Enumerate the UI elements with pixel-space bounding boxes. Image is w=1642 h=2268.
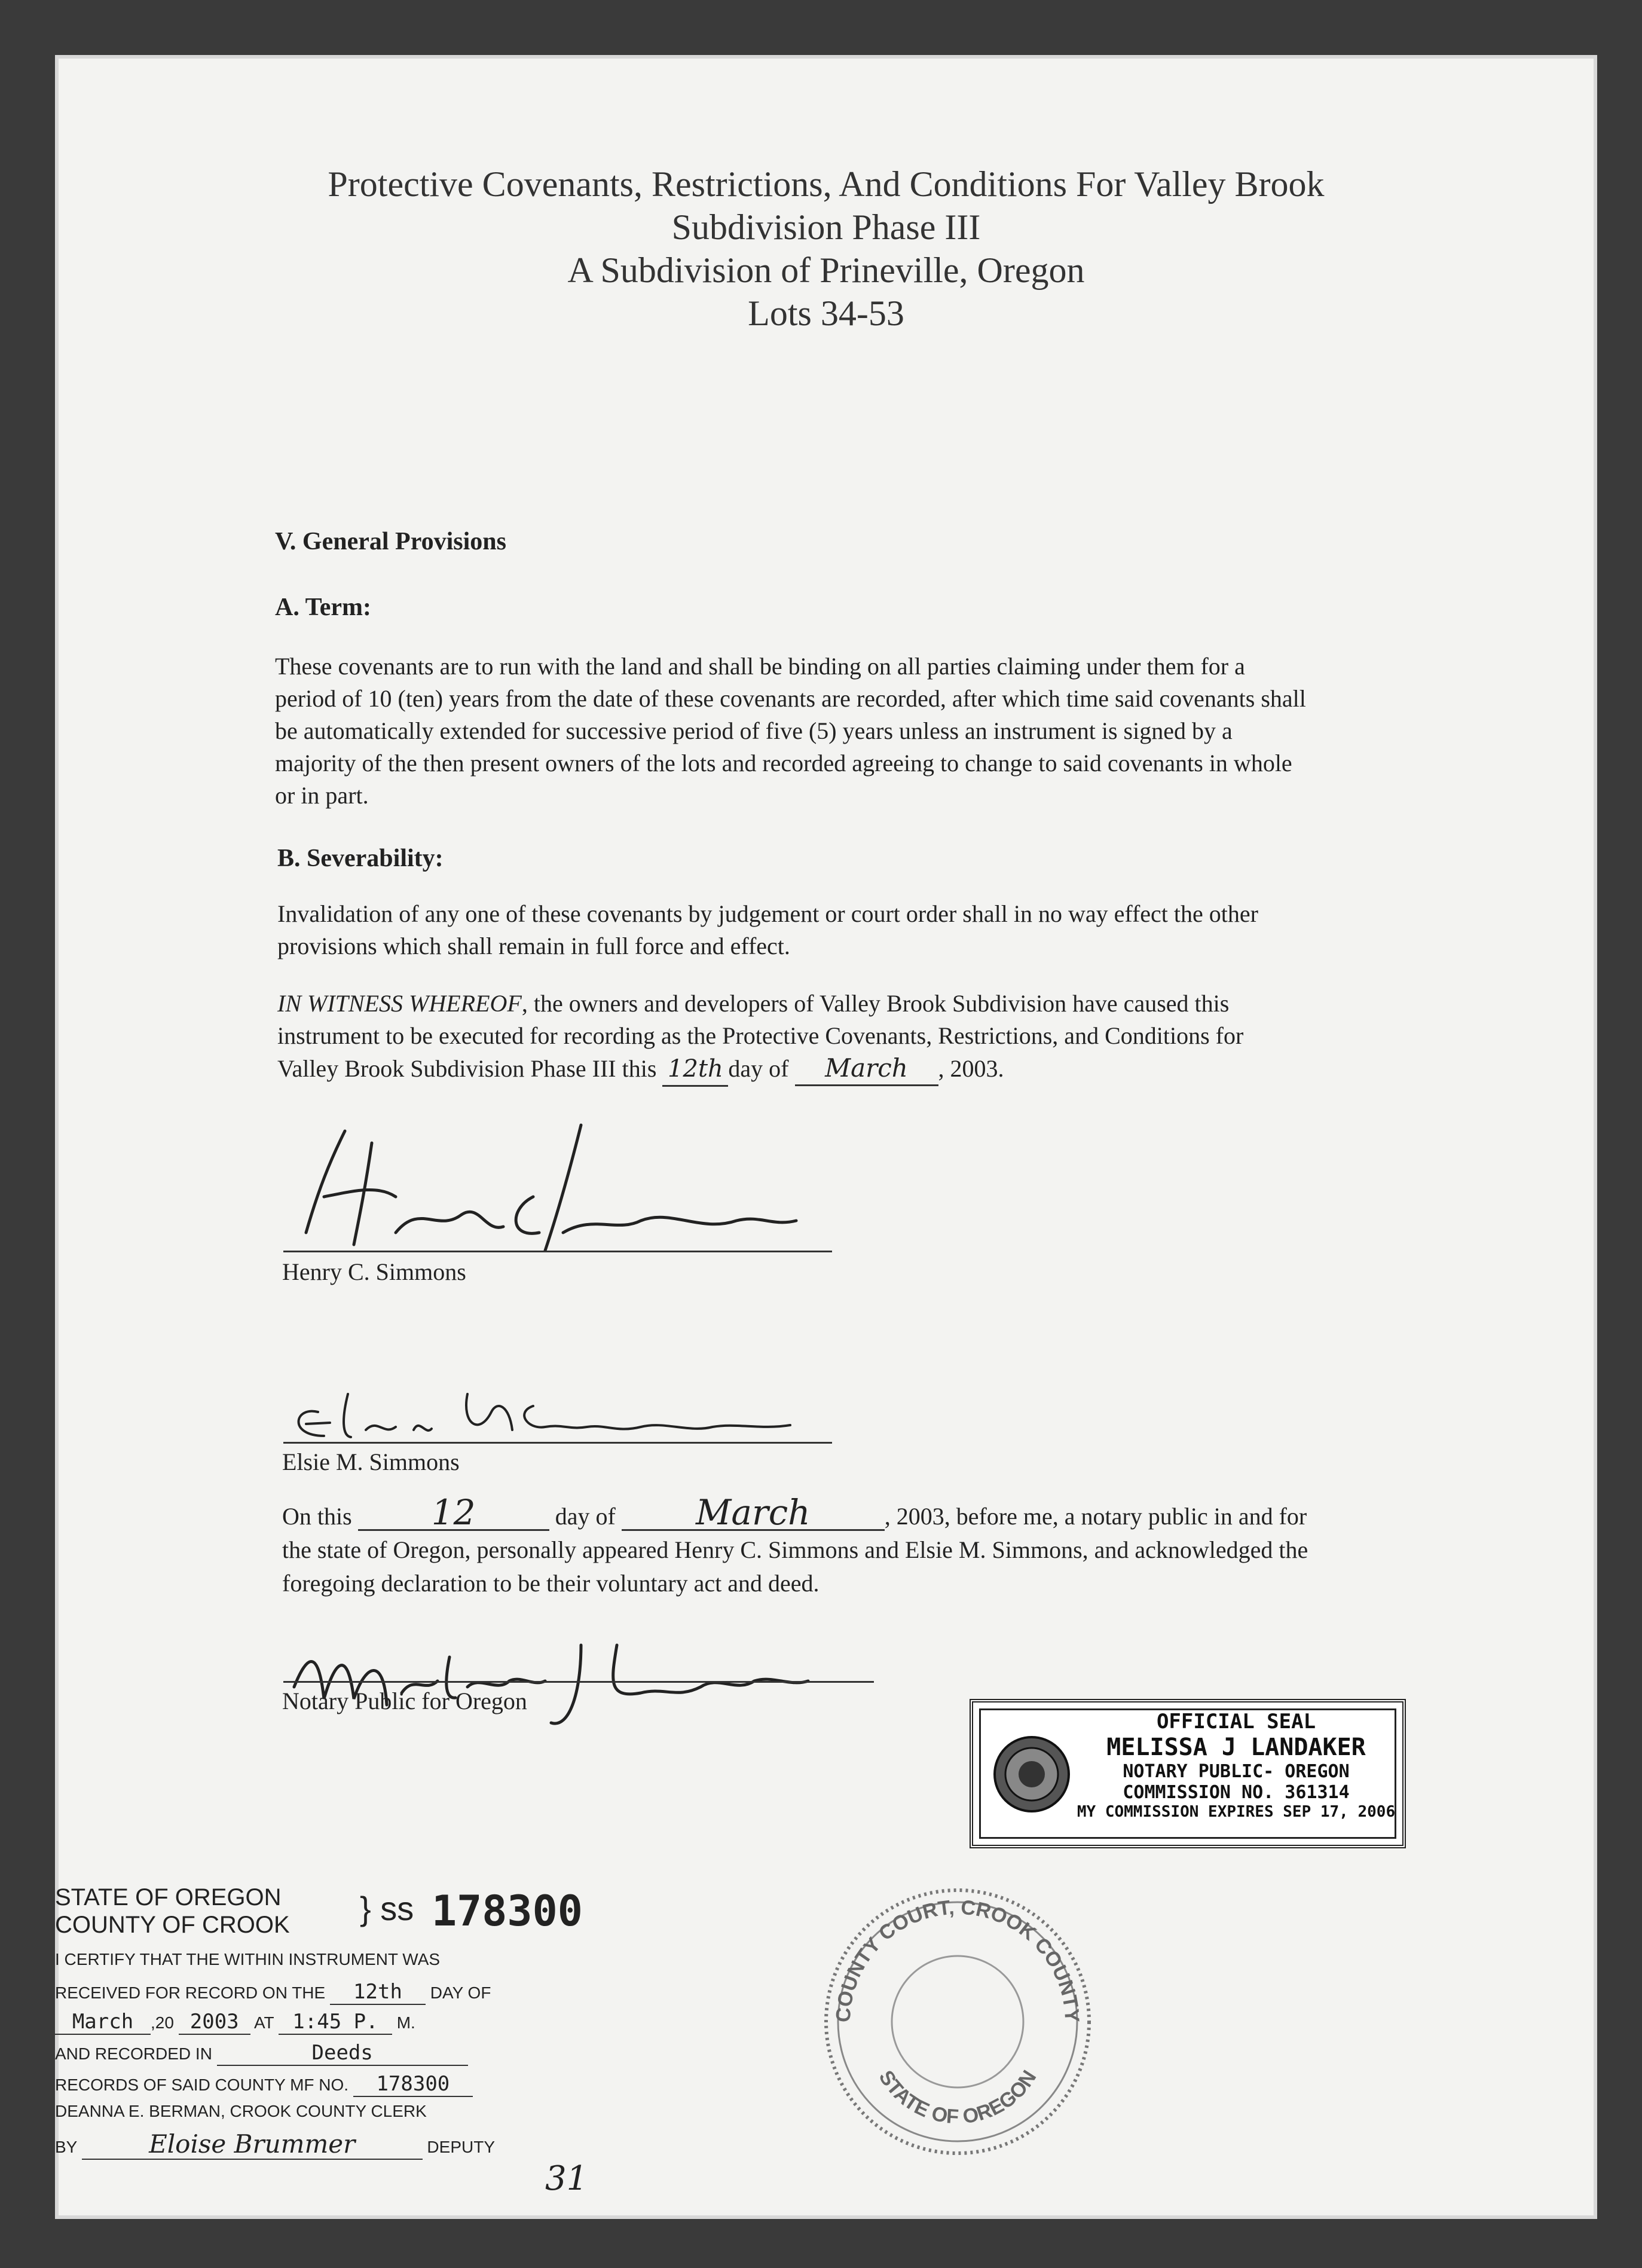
witness-month-field: March <box>795 1052 938 1086</box>
county-seal-top-text: COUNTY COURT, CROOK COUNTY <box>831 1896 1084 2023</box>
witness-line-2: instrument to be executed for recording as the Protective Covenants, Restrictions, and Conditions for <box>277 1022 1244 1049</box>
henry-signature-line <box>283 1251 832 1252</box>
notary-month-field: March <box>622 1496 885 1531</box>
seal-title: OFFICIAL SEAL <box>1156 1710 1316 1734</box>
stamp-deputy-signature: Eloise Brummer <box>82 2129 423 2160</box>
seal-line-2: COMMISSION NO. 361314 <box>1123 1782 1350 1803</box>
stamp-state: STATE OF OREGON <box>55 1884 282 1911</box>
term-line: period of 10 (ten) years from the date of these covenants are recorded, after which time said covenants shall <box>275 685 1306 712</box>
witness-line-3-pre: Valley Brook Subdivision Phase III this <box>277 1055 657 1082</box>
document-page <box>55 55 1597 2219</box>
stamp-by-label: BY <box>55 2138 77 2156</box>
notary-on-this: On this <box>282 1503 352 1530</box>
stamp-certify-1: I CERTIFY THAT THE WITHIN INSTRUMENT WAS <box>55 1950 441 1969</box>
seal-text-block <box>1075 1710 1398 1821</box>
notary-paragraph <box>282 1492 1478 1600</box>
title-line-1: Protective Covenants, Restrictions, And Conditions For Valley Brook <box>328 164 1325 204</box>
seal-line-1: NOTARY PUBLIC- OREGON <box>1123 1761 1350 1782</box>
stamp-certify-2 <box>55 1980 491 2005</box>
stamp-received-label: RECEIVED FOR RECORD ON THE <box>55 1983 326 2002</box>
notary-day-of: day of <box>555 1503 616 1530</box>
stamp-yr-pre: ,20 <box>151 2013 174 2032</box>
stamp-county: COUNTY OF CROOK <box>55 1912 290 1938</box>
stamp-at-label: AT <box>253 2013 274 2032</box>
stamp-mf-field: 178300 <box>353 2072 473 2097</box>
oregon-state-seal-icon <box>990 1726 1074 1822</box>
term-paragraph <box>275 650 1447 812</box>
stamp-records-line <box>55 2072 473 2097</box>
severability-paragraph <box>277 898 1449 962</box>
stamp-day-field: 12th <box>330 1980 426 2005</box>
official-notary-seal <box>970 1699 1406 1848</box>
term-heading: A. Term: <box>275 594 371 621</box>
stamp-fee: 31 <box>545 2159 588 2198</box>
severability-heading: B. Severability: <box>277 845 444 872</box>
stamp-clerk: DEANNA E. BERMAN, CROOK COUNTY CLERK <box>55 2102 427 2120</box>
stamp-day-of-label: DAY OF <box>430 1983 491 2002</box>
notary-line-2: the state of Oregon, personally appeared Henry C. Simmons and Elsie M. Simmons, and acknowledged the <box>282 1536 1308 1563</box>
seal-notary-name: MELISSA J LANDAKER <box>1106 1734 1366 1761</box>
stamp-date-line <box>55 2010 415 2035</box>
stamp-recorded-in-label: AND RECORDED IN <box>55 2044 212 2063</box>
county-seal-bottom-text: STATE OF OREGON <box>874 2066 1041 2129</box>
recording-stamp <box>55 1878 593 2198</box>
notary-line-1-rest: , 2003, before me, a notary public in and for <box>884 1503 1307 1530</box>
witness-lead: IN WITNESS WHEREOF <box>277 990 522 1017</box>
stamp-year-field: 2003 <box>179 2010 250 2035</box>
stamp-month-field: March <box>55 2010 151 2035</box>
notary-day-field: 12 <box>358 1496 549 1531</box>
notary-public-label: Notary Public for Oregon <box>282 1688 527 1714</box>
term-line: or in part. <box>275 782 369 809</box>
stamp-number: 178300 <box>432 1887 583 1936</box>
henry-signature-image <box>282 1107 820 1274</box>
notary-signature-line <box>283 1681 874 1683</box>
stamp-recorded-line <box>55 2041 468 2066</box>
severability-line: provisions which shall remain in full force and effect. <box>277 933 790 959</box>
elsie-signature-line <box>283 1442 832 1444</box>
witness-year: , 2003. <box>938 1055 1004 1082</box>
notary-line-1 <box>282 1492 1478 1533</box>
witness-line-3 <box>277 1052 1461 1087</box>
term-line: These covenants are to run with the land and shall be binding on all parties claiming under them for a <box>275 653 1245 680</box>
elsie-name: Elsie M. Simmons <box>282 1448 460 1475</box>
elsie-signature-image <box>282 1370 808 1454</box>
witness-line-1 <box>277 988 1461 1020</box>
title-line-4: Lots 34-53 <box>748 294 904 333</box>
term-line: be automatically extended for successive period of five (5) years unless an instrument is signed by a <box>275 717 1233 744</box>
stamp-deputy-label: DEPUTY <box>427 2138 495 2156</box>
stamp-ss: } ss <box>360 1890 414 1927</box>
notary-line-3: foregoing declaration to be their voluntary act and deed. <box>282 1570 820 1597</box>
stamp-m-label: M. <box>396 2013 415 2032</box>
title-line-2: Subdivision Phase III <box>671 207 981 247</box>
stamp-records-label: RECORDS OF SAID COUNTY MF NO. <box>55 2076 349 2094</box>
severability-line: Invalidation of any one of these covenants by judgement or court order shall in no way effect the other <box>277 900 1258 927</box>
title-line-3: A Subdivision of Prineville, Oregon <box>567 250 1085 290</box>
county-seal-embossed <box>814 1878 1101 2165</box>
seal-line-3: MY COMMISSION EXPIRES SEP 17, 2006 <box>1077 1803 1396 1821</box>
witness-day-field: 12th <box>662 1053 728 1087</box>
witness-line-1-rest: , the owners and developers of Valley Brook Subdivision have caused this <box>521 990 1230 1017</box>
witness-paragraph <box>277 988 1461 1087</box>
stamp-book-field: Deeds <box>217 2041 468 2066</box>
term-line: majority of the then present owners of the lots and recorded agreeing to change to said covenants in whole <box>275 750 1292 777</box>
stamp-time-field: 1:45 P. <box>279 2010 392 2035</box>
witness-day-of: day of <box>728 1055 789 1082</box>
henry-name: Henry C. Simmons <box>282 1258 466 1285</box>
section-heading: V. General Provisions <box>275 528 506 555</box>
stamp-deputy-line <box>55 2129 495 2160</box>
